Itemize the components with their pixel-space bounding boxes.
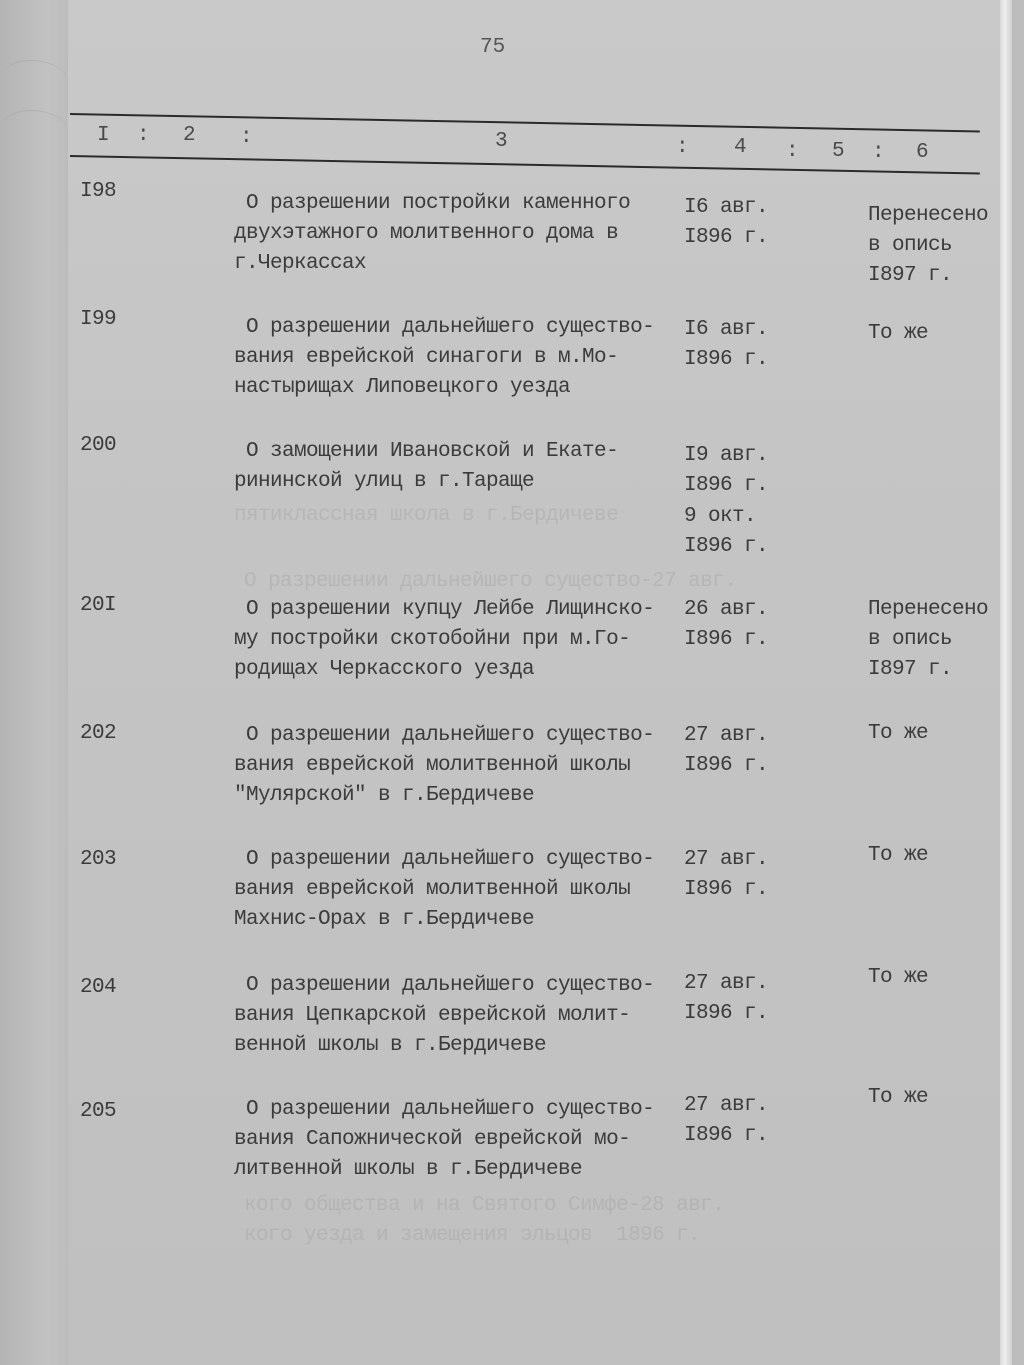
record-note-line: Перенесено (868, 204, 989, 227)
record-title-line: родищах Черкасского уезда (234, 658, 535, 681)
record-title-line: Махнис-Орах в г.Бердичеве (234, 908, 535, 931)
page-curl-line (0, 60, 68, 101)
record-title-line: вания Цепкарской еврейской молит- (234, 1004, 631, 1027)
record-note-line: То же (868, 966, 929, 989)
header-separator: : (676, 136, 689, 159)
record-title-line: О разрешении дальнейшего существо- (234, 1098, 655, 1121)
record-date-line: I896 г. (684, 1124, 769, 1147)
record-title-line: О разрешении дальнейшего существо- (234, 848, 655, 871)
record-number: I99 (80, 308, 117, 331)
record-title-line: литвенной школы в г.Бердичеве (234, 1158, 583, 1181)
record-date-line: 27 авг. (684, 1094, 769, 1117)
record-number: 202 (80, 722, 117, 745)
header-separator: : (872, 141, 885, 164)
record-title-line: вания еврейской синагоги в м.Мо- (234, 346, 619, 369)
record-number: 20I (80, 594, 117, 617)
header-col-6: 6 (916, 141, 929, 164)
record-note-line: То же (868, 722, 929, 745)
record-note-line: I897 г. (868, 264, 953, 287)
record-date-line: 27 авг. (684, 724, 769, 747)
record-date-line: I896 г. (684, 628, 769, 651)
record-title-line: вания еврейской молитвенной школы (234, 878, 631, 901)
record-title-line: вания еврейской молитвенной школы (234, 754, 631, 777)
record-date-line: 27 авг. (684, 848, 769, 871)
record-date-line: I896 г. (684, 535, 769, 558)
record-title-line: рининской улиц в г.Тараще (234, 470, 535, 493)
header-col-5: 5 (832, 140, 845, 163)
record-date-line: I896 г. (684, 754, 769, 777)
header-col-4: 4 (734, 136, 747, 159)
record-date-line: I896 г. (684, 1002, 769, 1025)
record-title-line: "Мулярской" в г.Бердичеве (234, 784, 535, 807)
record-title-line: вания Сапожнической еврейской мо- (234, 1128, 631, 1151)
page-curl-line (0, 110, 68, 151)
bleed-through-text: О разрешении дальнейшего существо-27 авг. (244, 570, 737, 593)
bleed-through-text: кого общества и на Святого Симфе-28 авг. (244, 1194, 725, 1217)
record-title-line: О разрешении постройки каменного (234, 192, 631, 215)
header-col-3: 3 (495, 130, 508, 153)
header-separator: : (137, 124, 150, 147)
adjacent-page-edge (0, 0, 68, 1365)
header-col-2: 2 (183, 124, 196, 147)
page-number: 75 (480, 36, 506, 59)
record-title-line: О разрешении дальнейшего существо- (234, 316, 655, 339)
record-date-line: I6 авг. (684, 196, 769, 219)
header-col-1: I (97, 124, 110, 147)
record-note-line: То же (868, 322, 929, 345)
page-right-edge (1000, 0, 1012, 1365)
header-separator: : (786, 140, 799, 163)
record-note-line: Перенесено (868, 598, 989, 621)
record-date-line: I6 авг. (684, 318, 769, 341)
record-number: 203 (80, 848, 117, 871)
record-note-line: в опись (868, 234, 953, 257)
record-date-line: 27 авг. (684, 972, 769, 995)
record-note-line: То же (868, 1086, 929, 1109)
record-title-line: О разрешении купцу Лейбе Лищинско- (234, 598, 655, 621)
record-number: I98 (80, 180, 117, 203)
record-title-line: му постройки скотобойни при м.Го- (234, 628, 631, 651)
record-title-line: г.Черкассах (234, 252, 367, 275)
record-number: 204 (80, 976, 117, 999)
record-date-line: I9 авг. (684, 444, 769, 467)
record-date-line: I896 г. (684, 226, 769, 249)
record-title-line: О замощении Ивановской и Екате- (234, 440, 619, 463)
record-note-line: То же (868, 844, 929, 867)
header-separator: : (240, 126, 253, 149)
record-date-line: I896 г. (684, 474, 769, 497)
record-number: 205 (80, 1100, 117, 1123)
record-date-line: I896 г. (684, 878, 769, 901)
record-note-line: I897 г. (868, 658, 953, 681)
record-date-line: 9 окт. (684, 505, 757, 528)
record-note-line: в опись (868, 628, 953, 651)
bleed-through-text: пятиклассная школа в г.Бердичеве (234, 504, 619, 527)
record-title-line: О разрешении дальнейшего существо- (234, 724, 655, 747)
record-number: 200 (80, 434, 117, 457)
record-title-line: настырищах Липовецкого уезда (234, 376, 571, 399)
record-title-line: О разрешении дальнейшего существо- (234, 974, 655, 997)
record-date-line: 26 авг. (684, 598, 769, 621)
record-title-line: двухэтажного молитвенного дома в (234, 222, 619, 245)
bleed-through-text: кого уезда и замещения эльцов 1896 г. (244, 1224, 701, 1247)
record-date-line: I896 г. (684, 348, 769, 371)
record-title-line: венной школы в г.Бердичеве (234, 1034, 547, 1057)
